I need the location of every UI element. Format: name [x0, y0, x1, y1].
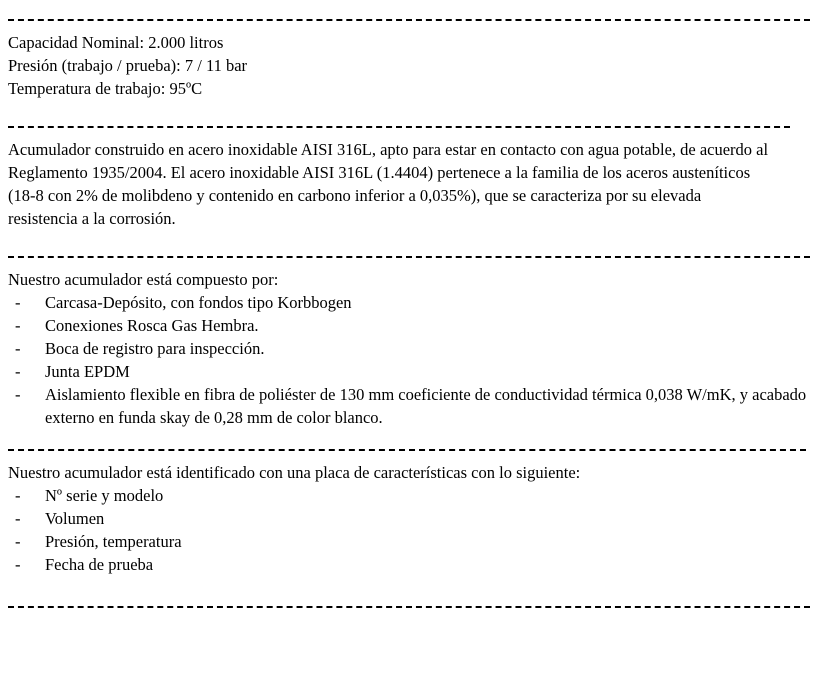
components-lead: Nuestro acumulador está compuesto por:	[8, 270, 279, 289]
list-item-label: Presión, temperatura	[45, 532, 182, 551]
material-section	[8, 138, 812, 230]
nameplate-section	[8, 461, 812, 576]
list-item	[8, 530, 812, 553]
list-item-label: Volumen	[45, 509, 105, 528]
specifications-section	[8, 31, 812, 100]
top-spacer	[8, 0, 812, 19]
list-item-label: Nº serie y modelo	[45, 486, 164, 505]
dash-marker: -	[15, 532, 21, 551]
spacer	[8, 21, 812, 31]
list-item	[8, 314, 812, 337]
dash-marker: -	[15, 316, 21, 335]
list-item-label: Fecha de prueba	[45, 555, 154, 574]
list-item-label: Boca de registro para inspección.	[45, 339, 265, 358]
spacer	[8, 100, 812, 126]
dash-marker: -	[15, 362, 21, 381]
spacer	[8, 128, 812, 138]
list-item-label: Conexiones Rosca Gas Hembra.	[45, 316, 259, 335]
nameplate-lead: Nuestro acumulador está identificado con una placa de características con lo siguiente:	[8, 463, 581, 482]
material-paragraph: Acumulador construido en acero inoxidable AISI 316L, apto para estar en contacto con agua potable, de acuerdo al Reglamento 1935/2004. El acero inoxidable AISI 316L (1.4404) pertenece a la familia de los aceros austeníticos (18-8 con 2% de molibdeno y contenido en carbono inferior a 0,035%), que se caracteriza por su elevada resistencia a la corrosión.	[8, 140, 769, 228]
list-item	[8, 383, 815, 429]
separator-bottom	[8, 606, 810, 608]
spec-line-capacity: Capacidad Nominal: 2.000 litros	[8, 33, 224, 52]
list-item-label: Aislamiento flexible en fibra de poliéster de 130 mm coeficiente de conductividad térmica 0,038 W/mK, y acabado externo en funda skay de 0,28 mm de color blanco.	[45, 385, 807, 427]
spacer	[8, 451, 812, 461]
list-item	[8, 337, 812, 360]
components-list	[8, 291, 812, 429]
spacer	[8, 429, 812, 449]
list-item-label: Carcasa-Depósito, con fondos tipo Korbbogen	[45, 293, 352, 312]
components-section	[8, 268, 812, 429]
dash-marker: -	[15, 509, 21, 528]
nameplate-list	[8, 484, 812, 576]
list-item	[8, 507, 812, 530]
spec-line-pressure: Presión (trabajo / prueba): 7 / 11 bar	[8, 56, 248, 75]
spacer	[8, 258, 812, 268]
dash-marker: -	[15, 486, 21, 505]
spacer	[8, 576, 812, 606]
list-item	[8, 360, 812, 383]
dash-marker: -	[15, 555, 21, 574]
list-item-label: Junta EPDM	[45, 362, 130, 381]
dash-marker: -	[15, 385, 21, 404]
dash-marker: -	[15, 293, 21, 312]
spec-line-temperature: Temperatura de trabajo: 95ºC	[8, 79, 203, 98]
list-item	[8, 291, 812, 314]
list-item	[8, 484, 812, 507]
dash-marker: -	[15, 339, 21, 358]
spacer	[8, 230, 812, 256]
list-item	[8, 553, 812, 576]
